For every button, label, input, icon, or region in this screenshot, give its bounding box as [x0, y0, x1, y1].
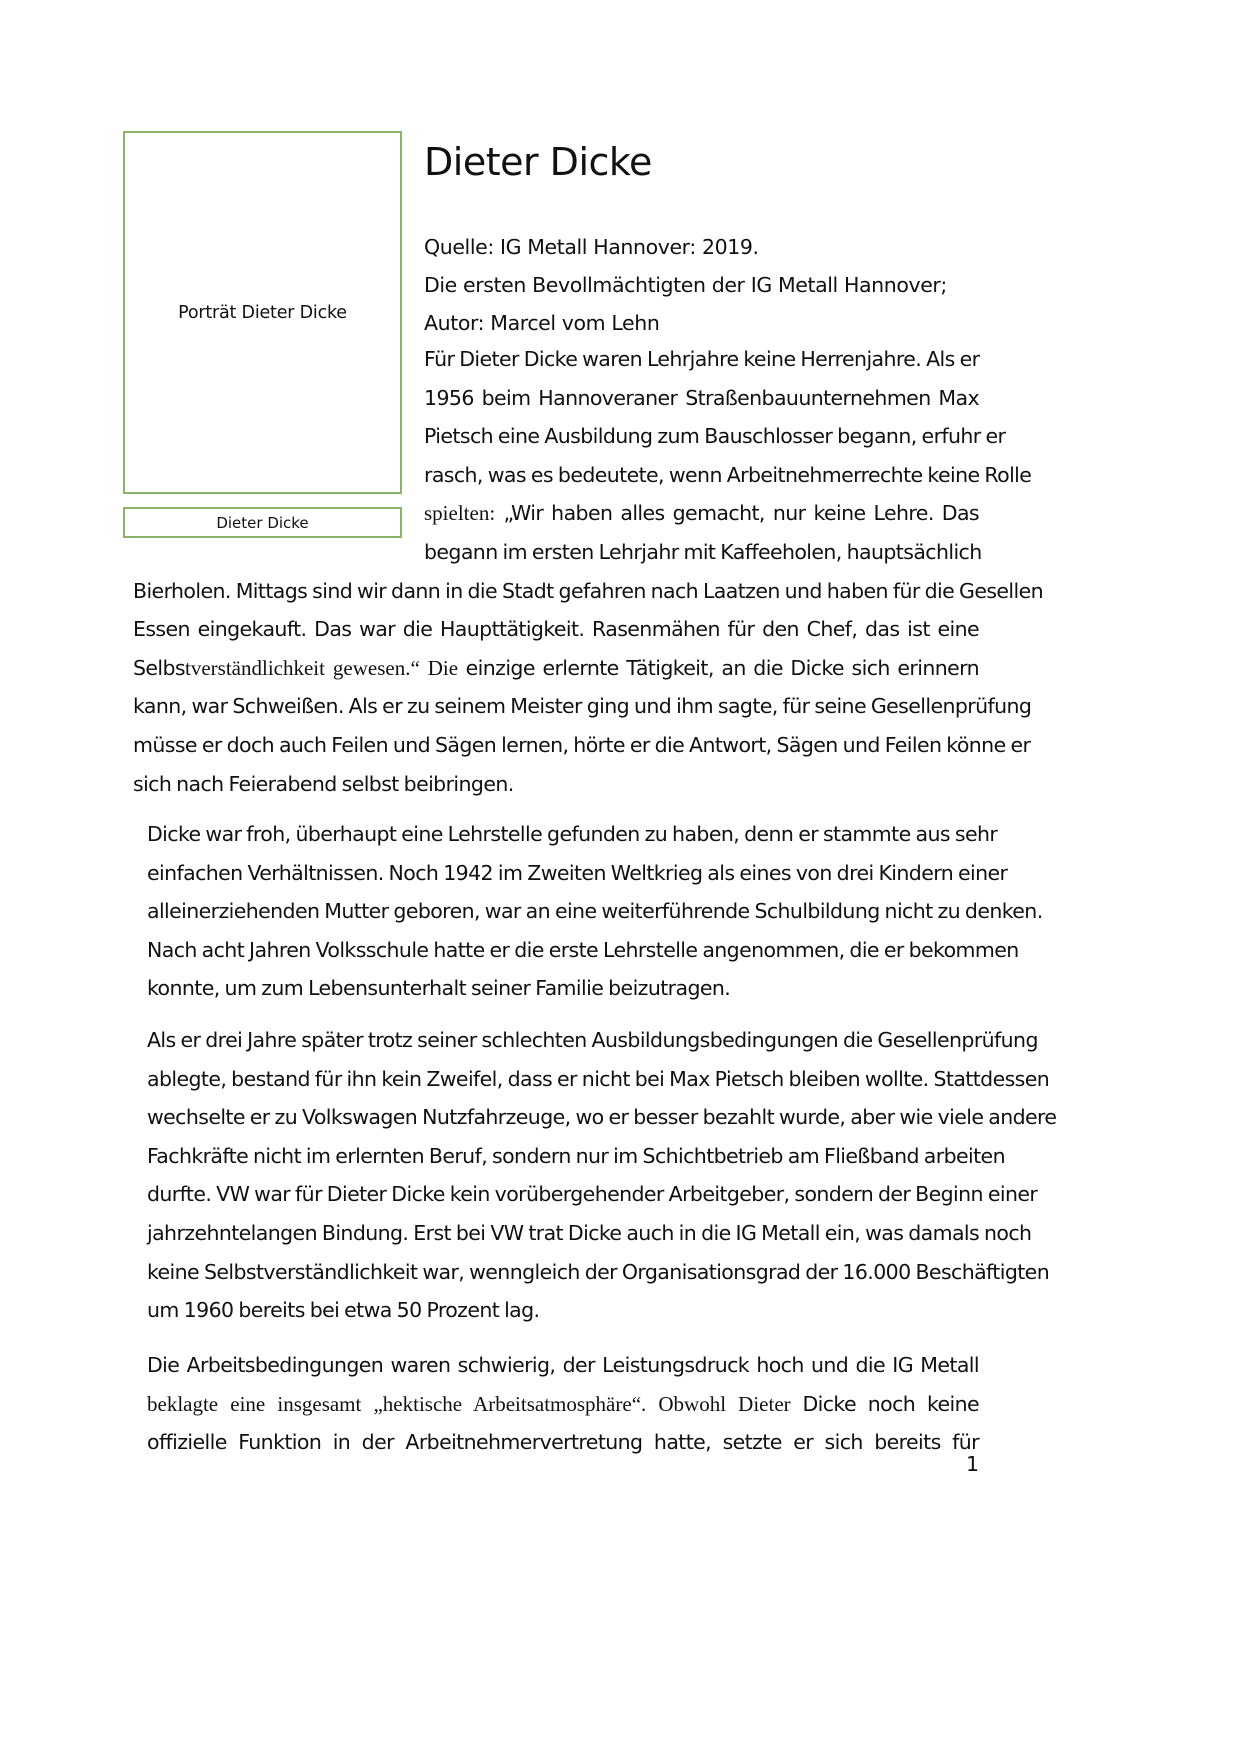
text-line: [424, 417, 1006, 456]
portrait-frame: [123, 131, 402, 494]
text-line: alleinerziehenden Mutter geboren, war an eine weiterführende Schulbildung nicht zu denken.: [147, 899, 1043, 924]
text-line: keine Selbstverständlichkeit war, wenngleich der Organisationsgrad der 16.000 Beschäftigten: [147, 1259, 1050, 1284]
text-line: jahrzehntelangen Bindung. Erst bei VW trat Dicke auch in die IG Metall ein, was damals noch: [147, 1221, 1032, 1245]
text-segment: Bierholen. Mittags sind wir dann in die Stadt gefahren nach Laatzen und haben für die Gesellen: [133, 578, 1044, 603]
text-line: [147, 1423, 979, 1462]
text-segment: Essen eingekauft. Das war die Haupttätigkeit. Rasenmähen für den Chef, das ist eine: [133, 617, 979, 642]
portrait-caption: Dieter Dicke: [216, 513, 309, 532]
text-line: [133, 765, 979, 804]
portrait-caption-box: [123, 507, 402, 538]
text-segment: Die Arbeitsbedingungen waren schwierig, der Leistungsdruck hoch und die IG Metall: [147, 1353, 979, 1377]
text-line: [424, 379, 979, 418]
text-line: Dicke war froh, überhaupt eine Lehrstelle gefunden zu haben, denn er stammte aus sehr: [147, 822, 998, 846]
text-segment: Für Dieter Dicke waren Lehrjahre keine Herrenjahre. Als er: [424, 347, 980, 371]
text-line: einfachen Verhältnissen. Noch 1942 im Zweiten Weltkrieg als eines von drei Kindern einer: [147, 860, 1008, 885]
text-line: [424, 340, 979, 379]
text-line: [147, 1385, 979, 1424]
text-line: [424, 494, 979, 533]
text-line: [133, 726, 1031, 765]
text-line: [424, 533, 982, 572]
text-line: wechselte er zu Volkswagen Nutzfahrzeuge, wo er besser bezahlt wurde, aber wie viele andere: [147, 1105, 1057, 1130]
portrait-placeholder-label: Porträt Dieter Dicke: [178, 302, 347, 323]
text-segment: begann im ersten Lehrjahr mit Kaffeeholen, hauptsächlich: [424, 540, 982, 564]
text-segment: Dicke noch keine: [790, 1391, 979, 1416]
text-segment: „Wir haben alles gemacht, nur keine Lehre. Das: [503, 501, 979, 526]
publication-line: Die ersten Bevollmächtigten der IG Metall Hannover;: [424, 273, 947, 297]
text-segment: rasch, was es bedeutete, wenn Arbeitnehmerrechte keine Rolle: [424, 462, 1032, 487]
text-segment: offizielle Funktion in der Arbeitnehmervertretung hatte, setzte er sich bereits für: [147, 1430, 979, 1455]
text-segment: müsse er doch auch Feilen und Sägen lernen, hörte er die Antwort, Sägen und Feilen könne er: [133, 733, 1031, 757]
text-line: um 1960 bereits bei etwa 50 Prozent lag.: [147, 1298, 540, 1323]
text-line: konnte, um zum Lebensunterhalt seiner Familie beizutragen.: [147, 976, 731, 1001]
text-line: ablegte, bestand für ihn kein Zweifel, dass er nicht bei Max Pietsch bleiben wollte. Stattdessen: [147, 1066, 1050, 1091]
text-line: Fachkräfte nicht im erlernten Beruf, sondern nur im Schichtbetrieb am Fließband arbeiten: [147, 1143, 1005, 1168]
page-title: Dieter Dicke: [424, 140, 652, 184]
text-line: [133, 687, 1032, 726]
text-line: [424, 456, 1032, 495]
text-line: Als er drei Jahre später trotz seiner schlechten Ausbildungsbedingungen die Gesellenprüfung: [147, 1028, 1038, 1052]
text-line: Nach acht Jahren Volksschule hatte er die erste Lehrstelle angenommen, die er bekommen: [147, 937, 1019, 962]
text-segment: spielten:: [424, 501, 504, 526]
text-segment: einzige erlernte Tätigkeit, an die Dicke sich erinnern: [458, 655, 979, 680]
text-line: [133, 572, 1044, 611]
source-block: [424, 228, 947, 342]
page-number: 1: [966, 1452, 980, 1476]
source-line: Quelle: IG Metall Hannover: 2019.: [424, 235, 759, 259]
text-line: [133, 649, 979, 688]
text-segment: 1956 beim Hannoveraner Straßenbauunternehmen Max: [424, 385, 979, 410]
text-segment: tverständlichkeit gewesen.“ Die: [185, 655, 459, 680]
text-segment: sich nach Feierabend selbst beibringen.: [133, 771, 514, 796]
text-segment: Pietsch eine Ausbildung zum Bauschlosser begann, erfuhr er: [424, 424, 1006, 449]
author-line: Autor: Marcel vom Lehn: [424, 311, 660, 335]
text-line: durfte. VW war für Dieter Dicke kein vorübergehender Arbeitgeber, sondern der Beginn einer: [147, 1182, 1038, 1207]
text-line: [147, 1346, 979, 1385]
text-line: [133, 610, 979, 649]
text-segment: beklagte eine insgesamt „hektische Arbeitsatmosphäre“. Obwohl Dieter: [147, 1391, 791, 1416]
text-segment: kann, war Schweißen. Als er zu seinem Meister ging und ihm sagte, für seine Gesellenprüfung: [133, 694, 1032, 719]
text-segment: Selbs: [133, 655, 186, 680]
